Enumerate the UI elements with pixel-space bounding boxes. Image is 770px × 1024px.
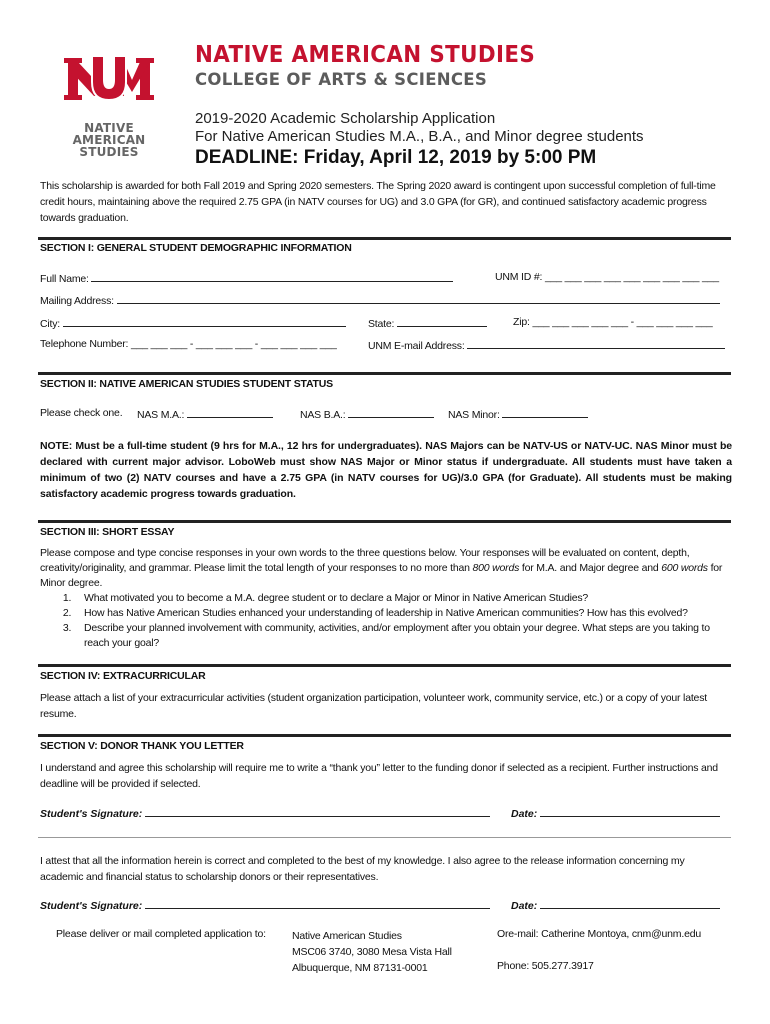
full-name-field[interactable] [91, 271, 453, 282]
full-name-label: Full Name: [40, 273, 89, 285]
signature-label: Student's Signature: [40, 808, 143, 820]
date-label: Date: [511, 900, 538, 912]
contact-phone: Phone: 505.277.3917 [497, 960, 594, 972]
phone-label: Telephone Number: [40, 338, 129, 350]
nas-ma-field[interactable] [187, 407, 273, 418]
essay-questions [40, 591, 730, 651]
divider [38, 237, 731, 240]
nas-minor-field[interactable] [502, 407, 588, 418]
mailing-row [40, 293, 720, 307]
zip-field[interactable]: ___ ___ ___ ___ ___ - ___ ___ ___ ___ [532, 316, 713, 328]
section-2-heading: SECTION II: NATIVE AMERICAN STUDIES STUDENT STATUS [40, 378, 333, 390]
logo-line-3: STUDIES [79, 145, 139, 159]
divider [38, 734, 731, 737]
divider [38, 837, 731, 838]
signature-field[interactable] [145, 806, 490, 817]
divider [38, 664, 731, 667]
city-row [40, 316, 346, 330]
attest-text: I attest that all the information herein is correct and completed to the best of my knowledge. I also agree to the release information concerning my academic and financial status to scholarship donors or their representatives. [40, 855, 685, 883]
state-row [368, 316, 487, 330]
nas-ba-field[interactable] [348, 407, 434, 418]
page-title: NATIVE AMERICAN STUDIES [195, 42, 536, 68]
status-note: NOTE: Must be a full-time student (9 hrs for M.A., 12 hrs for undergraduates). NAS Majors can be NATV-US or NATV-UC. NAS Minor must be declared with current major advisor. LoboWeb must show NAS Major or Minor status if undergraduate. All students must have taken a minimum of two (2) NATV courses and have a 2.75 GPA (in NATV courses for UG)/3.0 GPA (for Graduate). All students must be making satisfactory academic progress towards graduation. [40, 440, 732, 500]
nas-minor-row [448, 407, 588, 421]
mailing-field[interactable] [117, 293, 720, 304]
full-name-row [40, 271, 453, 285]
essay-intro-text-2: for M.A. and Major degree and [519, 562, 662, 574]
unm-id-row [495, 271, 719, 283]
address-line-3: Albuquerque, NM 87131-0001 [292, 962, 428, 974]
section-3-heading: SECTION III: SHORT ESSAY [40, 526, 175, 538]
unm-id-label: UNM ID #: [495, 271, 543, 283]
unm-id-field[interactable]: ___ ___ ___ ___ ___ ___ ___ ___ ___ [544, 271, 719, 283]
signature-row-2 [40, 898, 490, 912]
phone-field[interactable]: ___ ___ ___ - ___ ___ ___ - ___ ___ ___ ___ [130, 338, 337, 350]
address-line-2: MSC06 3740, 3080 Mesa Vista Hall [292, 946, 452, 958]
mailing-label: Mailing Address: [40, 295, 114, 307]
mailing-address [292, 928, 452, 976]
essay-word-limit-minor: 600 words [661, 562, 708, 574]
essay-instructions [40, 546, 730, 591]
signature-row-1 [40, 806, 490, 820]
state-label: State: [368, 318, 395, 330]
deliver-label: Please deliver or mail completed application to: [56, 928, 266, 940]
divider [38, 520, 731, 523]
date-row-1 [511, 806, 720, 820]
date-field[interactable] [540, 898, 720, 909]
deadline: DEADLINE: Friday, April 12, 2019 by 5:00 PM [195, 147, 597, 168]
unm-monogram-icon [64, 52, 154, 114]
email-label: UNM E-mail Address: [368, 340, 465, 352]
nas-ba-row [300, 407, 434, 421]
intro-paragraph: This scholarship is awarded for both Fall 2019 and Spring 2020 semesters. The Spring 2020 award is contingent upon successful completion of full-time credit hours, maintaining above the required 2.75 GPA (in NATV courses for UG) and 3.0 GPA (for GR), and continued satisfactory academic progress towards graduation. [40, 180, 716, 224]
email-field[interactable] [467, 338, 725, 349]
essay-question: 1. What motivated you to become a M.A. degree student or to declare a Major or Minor in Native American Studies? [74, 591, 730, 606]
section-5-heading: SECTION V: DONOR THANK YOU LETTER [40, 740, 244, 752]
essay-question: 3. Describe your planned involvement with community, activities, and/or employment after you obtain your degree. What steps are you taking to reach your goal? [74, 621, 730, 651]
date-row-2 [511, 898, 720, 912]
nas-ma-label: NAS M.A.: [137, 409, 185, 421]
section-1-heading: SECTION I: GENERAL STUDENT DEMOGRAPHIC INFORMATION [40, 242, 352, 254]
application-title: 2019-2020 Academic Scholarship Application [195, 110, 496, 127]
phone-row [40, 338, 337, 350]
state-field[interactable] [397, 316, 487, 327]
city-field[interactable] [63, 316, 346, 327]
thank-you-text: I understand and agree this scholarship will require me to write a “thank you” letter to the funding donor if selected as a recipient. Further instructions and deadline will be provided if selected. [40, 762, 718, 790]
city-label: City: [40, 318, 61, 330]
logo-line-1: NATIVE [84, 121, 134, 135]
application-audience: For Native American Studies M.A., B.A., and Minor degree students [195, 128, 644, 145]
email-row [368, 338, 725, 352]
check-one-label: Please check one. [40, 407, 123, 419]
essay-word-limit-ma: 800 words [472, 562, 520, 574]
logo-line-2: AMERICAN [72, 133, 146, 147]
zip-label: Zip: [513, 316, 530, 328]
signature-label: Student's Signature: [40, 900, 143, 912]
nas-ba-label: NAS B.A.: [300, 409, 346, 421]
contact-email[interactable]: Ore-mail: Catherine Montoya, cnm@unm.edu [497, 928, 701, 940]
divider [38, 372, 731, 375]
college-subtitle: COLLEGE OF ARTS & SCIENCES [195, 70, 488, 89]
essay-intro-text: Please compose and type concise responses in your own words to the three questions below. Your responses will be evaluated on content, depth, creativity/originality, and grammar. Please limit the total length of your responses to no more than [40, 547, 690, 574]
essay-intro-text-3: for Minor degree. [40, 562, 723, 589]
logo-text [64, 122, 154, 158]
date-field[interactable] [540, 806, 720, 817]
address-line-1: Native American Studies [292, 930, 402, 942]
zip-row [513, 316, 712, 328]
date-label: Date: [511, 808, 538, 820]
nas-ma-row [137, 407, 273, 421]
essay-question: 2. How has Native American Studies enhanced your understanding of leadership in Native American communities? How has this evolved? [74, 606, 730, 621]
extracurricular-text: Please attach a list of your extracurricular activities (student organization participation, volunteer work, community service, etc.) or a copy of your latest resume. [40, 692, 707, 720]
unm-logo [64, 52, 154, 159]
signature-field[interactable] [145, 898, 490, 909]
nas-minor-label: NAS Minor: [448, 409, 500, 421]
section-4-heading: SECTION IV: EXTRACURRICULAR [40, 670, 206, 682]
